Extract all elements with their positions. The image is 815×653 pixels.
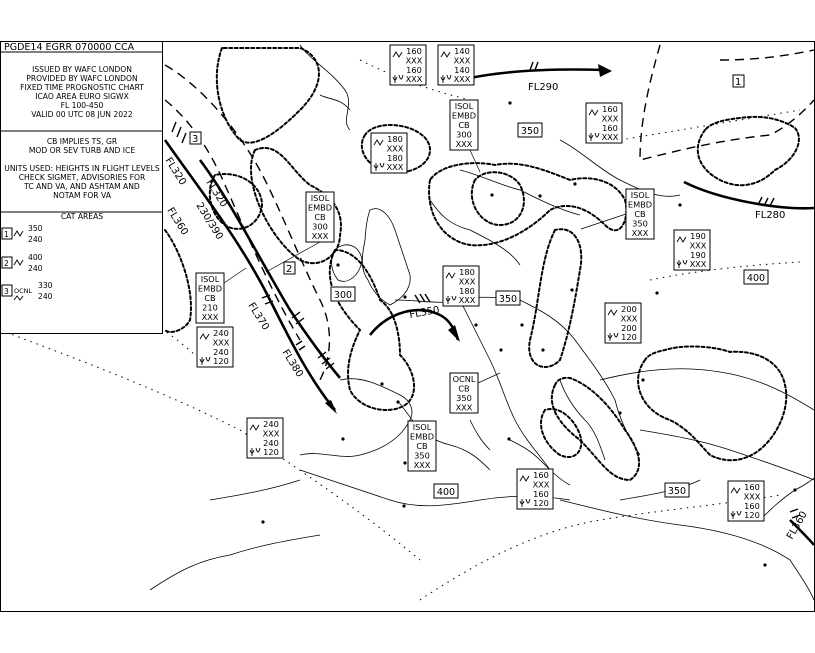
level-value: XXX	[458, 295, 476, 306]
svg-text:350: 350	[632, 218, 648, 229]
level-boxes	[197, 45, 764, 521]
level-value: 160	[744, 500, 760, 511]
jet-label: FL320	[162, 155, 188, 188]
level-value: XXX	[601, 132, 619, 143]
cb-area-9	[552, 378, 639, 480]
jet-stream-1	[470, 69, 605, 78]
units-line: NOTAM FOR VA	[53, 191, 111, 200]
level-box	[674, 230, 710, 270]
svg-text:EMBD: EMBD	[451, 110, 477, 121]
level-value: 190	[690, 231, 706, 241]
level-value: XXX	[453, 55, 471, 66]
cat-id: 2	[4, 259, 9, 268]
wind-barb-icon	[530, 62, 538, 70]
level-value: 120	[621, 332, 637, 343]
jet-label: FL360	[164, 205, 190, 238]
svg-text:EMBD: EMBD	[409, 431, 435, 442]
svg-text:ISOL: ISOL	[630, 190, 650, 200]
cat-top: 330	[38, 281, 53, 290]
svg-text:XXX: XXX	[311, 231, 329, 241]
svg-text:OCNL: OCNL	[452, 374, 476, 384]
level-box	[247, 418, 283, 458]
note-line: CB IMPLIES TS, GR	[46, 137, 118, 146]
level-value: XXX	[262, 428, 280, 439]
svg-text:CB: CB	[634, 209, 646, 219]
cb-area-7	[472, 172, 524, 225]
jet-streams	[165, 69, 814, 545]
level-value: 180	[387, 134, 403, 144]
level-box	[197, 327, 233, 367]
jet-label: 230/390	[193, 200, 225, 242]
svg-text:300: 300	[312, 221, 328, 232]
level-value: XXX	[620, 313, 638, 324]
jet-stream-2	[684, 182, 814, 208]
issued-line: VALID 00 UTC 08 JUN 2022	[31, 110, 133, 119]
jet-label: FL360	[785, 509, 810, 542]
svg-text:ISOL: ISOL	[310, 193, 330, 203]
svg-text:EMBD: EMBD	[627, 199, 653, 210]
svg-text:210: 210	[202, 302, 218, 313]
level-value: XXX	[405, 55, 423, 66]
level-value: 120	[213, 356, 229, 367]
level-value: XXX	[743, 491, 761, 502]
cb-area-8	[529, 229, 581, 367]
level-value: XXX	[458, 276, 476, 287]
tropopause-height: 300	[333, 290, 353, 301]
jet-label: FL280	[755, 210, 786, 221]
level-value: 180	[459, 267, 475, 277]
level-value: 240	[263, 437, 279, 448]
level-value: 190	[690, 249, 706, 260]
units-line: CHECK SIGMET, ADVISORIES FOR	[18, 173, 146, 182]
cat-top: 350	[28, 224, 43, 233]
jet-label: FL370	[245, 300, 271, 333]
level-value: 140	[454, 46, 470, 56]
level-box	[586, 103, 622, 143]
issued-line: FIXED TIME PROGNOSTIC CHART	[20, 83, 144, 92]
cb-box	[450, 100, 480, 172]
level-box	[371, 133, 407, 173]
svg-text:CB: CB	[458, 383, 470, 394]
svg-text:XXX: XXX	[455, 402, 473, 413]
svg-text:350: 350	[414, 450, 430, 461]
cat-id: 1	[4, 230, 9, 239]
level-value: XXX	[532, 479, 550, 490]
cat-boundary-4	[720, 50, 814, 60]
level-value: 160	[602, 104, 618, 114]
cat-id: 3	[4, 287, 9, 296]
level-value: 240	[263, 419, 279, 429]
level-box	[728, 481, 764, 521]
units-line: UNITS USED: HEIGHTS IN FLIGHT LEVELS	[4, 164, 160, 173]
level-value: 120	[263, 447, 279, 458]
wind-barb-icon	[172, 122, 186, 143]
level-value: 160	[533, 488, 549, 499]
level-value: 180	[459, 285, 475, 296]
level-value: 120	[533, 498, 549, 509]
tropopause-height: 350	[498, 294, 518, 305]
tropopause-height: 350	[667, 486, 687, 497]
level-value: XXX	[689, 259, 707, 270]
issued-line: ISSUED BY WAFC LONDON	[32, 65, 132, 74]
tropopause-height: 400	[746, 273, 766, 284]
level-box	[438, 45, 474, 85]
jet-labels	[162, 82, 809, 542]
svg-text:XXX: XXX	[413, 460, 431, 470]
level-value: 200	[621, 304, 637, 314]
cb-box	[196, 268, 246, 323]
note-line: MOD OR SEV TURB AND ICE	[28, 146, 136, 155]
svg-text:ISOL: ISOL	[200, 274, 220, 284]
level-value: 240	[213, 328, 229, 338]
level-value: XXX	[386, 143, 404, 154]
level-value: 240	[213, 346, 229, 357]
svg-text:350: 350	[456, 393, 472, 403]
level-value: 160	[406, 46, 422, 56]
issued-line: FL 100-450	[60, 101, 104, 110]
level-value: XXX	[212, 337, 230, 348]
svg-text:ISOL: ISOL	[454, 101, 474, 111]
svg-text:XXX: XXX	[455, 139, 473, 149]
cb-box	[398, 401, 436, 471]
level-box	[390, 45, 426, 85]
level-value: XXX	[386, 162, 404, 173]
tropopause-height: 400	[436, 487, 456, 498]
level-value: 160	[533, 470, 549, 480]
svg-text:300: 300	[456, 129, 472, 140]
issued-line: ICAO AREA EURO SIGWX	[35, 92, 129, 101]
coastlines	[150, 45, 814, 600]
level-value: 160	[602, 122, 618, 133]
jet-stream-3	[165, 140, 335, 410]
cat-marker: 2	[286, 264, 293, 275]
level-value: 160	[406, 64, 422, 75]
cat-bottom: 240	[38, 292, 53, 301]
svg-text:ISOL: ISOL	[412, 422, 432, 432]
arrow-icon	[598, 64, 612, 77]
jet-label: FL380	[279, 347, 305, 380]
cat-prefix: OCNL	[14, 287, 33, 295]
units-line: TC AND VA, AND ASHTAM AND	[24, 182, 140, 191]
level-box	[605, 303, 641, 343]
level-value: 200	[621, 322, 637, 333]
cb-area-6	[429, 163, 626, 245]
cat-boundary-1	[640, 45, 814, 160]
jet-label: FL290	[528, 82, 559, 93]
level-value: XXX	[601, 113, 619, 124]
jet-label: FL350	[408, 304, 441, 321]
svg-text:XXX: XXX	[201, 312, 219, 322]
level-value: 140	[454, 64, 470, 75]
level-value: 180	[387, 152, 403, 163]
cat-bottom: 240	[28, 235, 43, 244]
level-value: 160	[744, 482, 760, 492]
level-box	[517, 469, 553, 509]
svg-text:EMBD: EMBD	[197, 283, 223, 294]
jet-label: FL320	[203, 177, 229, 210]
svg-text:CB: CB	[314, 212, 326, 222]
wind-barb-icon	[296, 341, 305, 350]
legend-panel	[1, 42, 163, 334]
cb-area-5	[330, 250, 414, 410]
cat-title: CAT AREAS	[60, 212, 104, 221]
cb-box	[450, 373, 500, 413]
svg-text:CB: CB	[458, 120, 470, 130]
level-value: XXX	[405, 74, 423, 85]
svg-text:EMBD: EMBD	[307, 202, 333, 213]
tropopause-height: 350	[520, 126, 540, 137]
issued-line: PROVIDED BY WAFC LONDON	[26, 74, 138, 83]
cb-area-10	[541, 409, 581, 457]
level-value: XXX	[453, 74, 471, 85]
level-value: XXX	[689, 240, 707, 251]
cb-area-11	[638, 346, 786, 460]
cat-marker: 1	[735, 77, 742, 88]
cb-area-12	[698, 117, 799, 185]
cat-top: 400	[28, 253, 43, 262]
chart-id: PGDE14 EGRR 070000 CCA	[4, 42, 135, 53]
svg-text:CB: CB	[416, 441, 428, 451]
arrow-icon	[448, 325, 460, 342]
level-value: 120	[744, 510, 760, 521]
cb-area-4	[165, 230, 191, 332]
arrow-icon	[325, 400, 337, 414]
svg-text:XXX: XXX	[631, 228, 649, 238]
level-box	[443, 266, 479, 306]
cat-bottom: 240	[28, 264, 43, 273]
cat-marker: 3	[192, 134, 199, 145]
svg-text:CB: CB	[204, 293, 216, 303]
